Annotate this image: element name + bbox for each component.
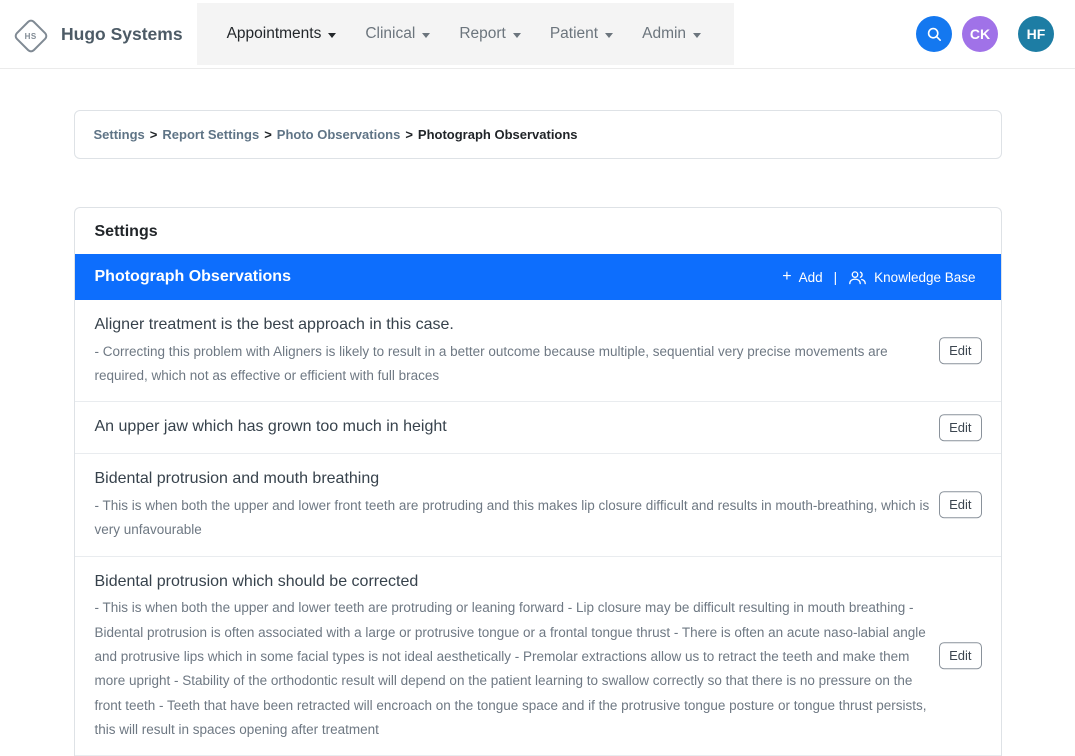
edit-button[interactable]: Edit	[939, 414, 981, 442]
chevron-down-icon	[605, 33, 613, 38]
main-nav-menu	[197, 3, 734, 65]
observation-title: An upper jaw which has grown too much in height	[94, 418, 447, 436]
nav-item-label: Report	[459, 25, 506, 42]
breadcrumb-separator: >	[405, 127, 413, 142]
section-actions	[782, 269, 975, 285]
observation-row	[75, 402, 1001, 454]
photograph-observations-header	[75, 254, 1001, 300]
observation-title: Bidental protrusion which should be corrected	[94, 572, 419, 590]
knowledge-base-button[interactable]	[848, 270, 975, 285]
navbar-right-actions	[916, 16, 1054, 52]
chevron-down-icon	[513, 33, 521, 38]
nav-item-label: Clinical	[365, 25, 416, 42]
observation-description: - This is when both the upper and lower front teeth are protruding and this makes lip closure difficult and results in mouth-breathing, which is very unfavourable	[94, 497, 930, 538]
knowledge-base-label: Knowledge Base	[874, 269, 976, 285]
observation-title: Aligner treatment is the best approach in this case.	[94, 316, 454, 333]
nav-item-label: Admin	[642, 25, 687, 42]
search-icon	[926, 26, 943, 43]
section-title: Photograph Observations	[94, 268, 291, 285]
edit-button[interactable]: Edit	[939, 642, 981, 670]
top-navbar	[0, 0, 1075, 69]
breadcrumb-link[interactable]: Photo Observations	[276, 127, 401, 142]
observation-row	[75, 557, 1001, 756]
breadcrumb-link[interactable]: Report Settings	[162, 127, 260, 142]
people-icon	[848, 270, 874, 285]
breadcrumb-current: Photograph Observations	[417, 127, 578, 142]
logo-monogram: HS	[24, 31, 38, 41]
add-button-label: Add	[798, 269, 823, 285]
nav-item-report[interactable]	[451, 25, 529, 43]
chevron-down-icon	[693, 33, 701, 38]
brand-logo[interactable]	[10, 19, 183, 49]
settings-panel	[74, 207, 1002, 756]
actions-divider: |	[833, 269, 838, 285]
breadcrumb-separator: >	[264, 127, 272, 142]
observation-description: - Correcting this problem with Aligners is likely to result in a better outcome because multiple, sequential very precise movements are required, which not as effective or efficient with full braces	[94, 343, 888, 384]
edit-button[interactable]: Edit	[939, 491, 981, 519]
page-container	[74, 110, 1002, 756]
nav-item-clinical[interactable]	[357, 25, 438, 43]
avatar-hf[interactable]: HF	[1018, 16, 1054, 52]
nav-item-appointments[interactable]	[219, 25, 345, 43]
observation-description: - This is when both the upper and lower teeth are protruding or leaning forward - Lip closure may be difficult resulting in mouth breathing - Bidental protrusion is often associated with a large or protrusive tongue or a frontal tongue thrust - There is often an acute naso-labial angle and protrusive lips which in some facial types is not ideal aesthetically - Premolar extractions allow us to retract the teeth and make them more upright - Stability of the orthodontic result will depend on the patient learning to swallow correctly so that there is no pressure on the front teeth - Teeth that have been retracted will encroach on the tongue space and if the protrusive tongue posture or tongue thrust persists, this will result in spaces opening after treatment	[94, 600, 927, 737]
chevron-down-icon	[328, 33, 336, 38]
breadcrumb-link[interactable]: Settings	[93, 127, 145, 142]
hugo-systems-logo-icon	[13, 18, 50, 55]
edit-button[interactable]: Edit	[939, 337, 981, 365]
avatar-ck[interactable]: CK	[962, 16, 998, 52]
panel-title: Settings	[94, 223, 158, 240]
breadcrumb	[74, 110, 1002, 159]
brand-name: Hugo Systems	[61, 23, 183, 44]
nav-item-patient[interactable]	[542, 25, 621, 43]
observation-row	[75, 300, 1001, 402]
add-button[interactable]	[782, 269, 822, 285]
nav-item-admin[interactable]	[634, 25, 709, 43]
observation-row	[75, 454, 1001, 556]
nav-item-label: Patient	[549, 25, 599, 42]
chevron-down-icon	[422, 33, 430, 38]
observations-list	[75, 300, 1001, 756]
plus-icon: +	[782, 268, 792, 285]
breadcrumb-separator: >	[149, 127, 158, 142]
observation-title: Bidental protrusion and mouth breathing	[94, 470, 380, 488]
nav-item-label: Appointments	[226, 25, 322, 42]
search-button[interactable]	[916, 16, 952, 52]
